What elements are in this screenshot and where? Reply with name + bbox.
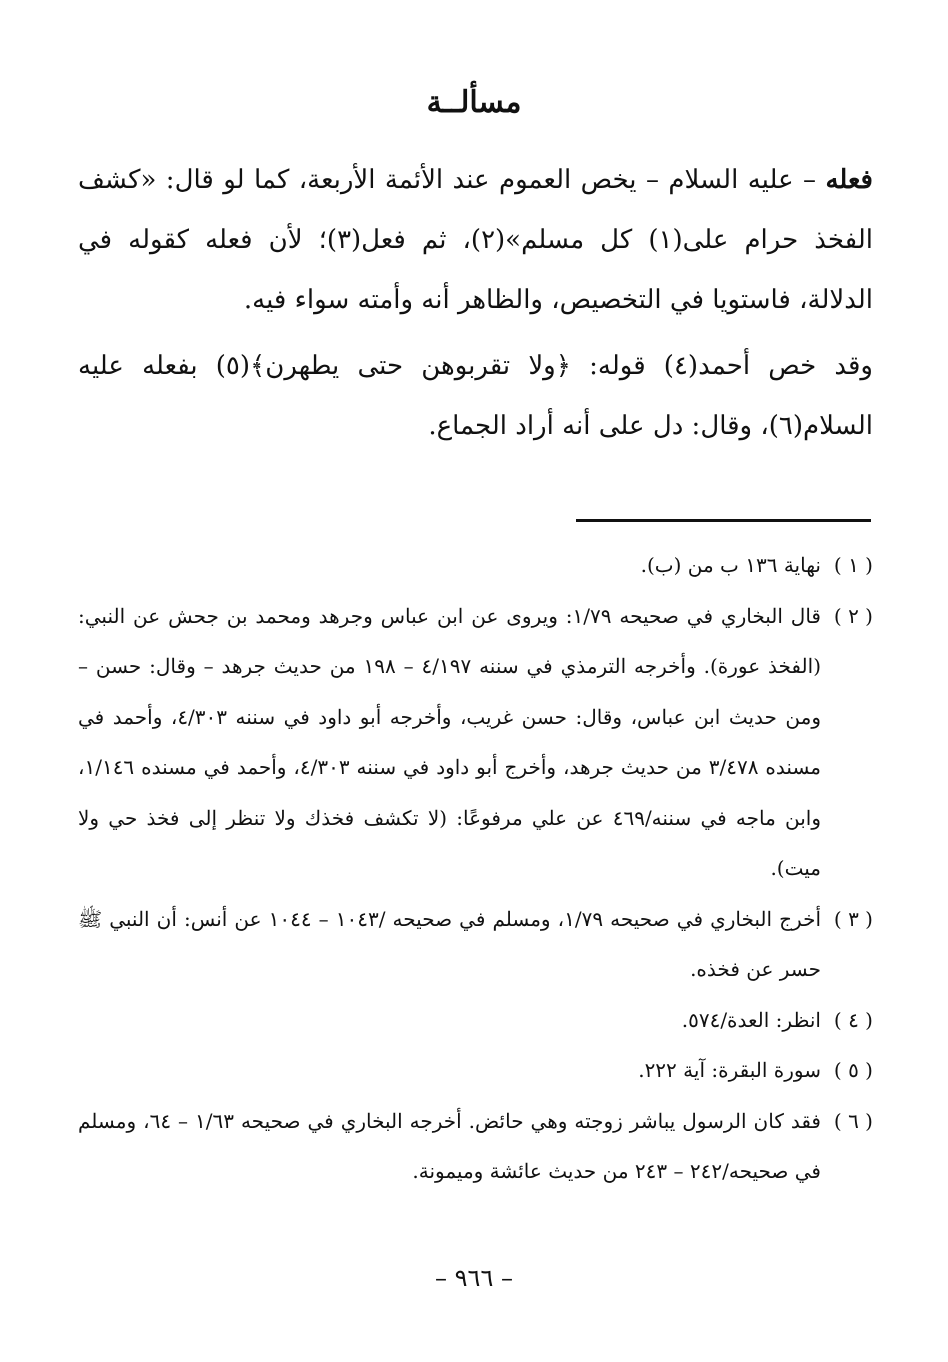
footnote-text: أخرج البخاري في صحيحه ١/٧٩، ومسلم في صحيحه /١٠٤٣ – ١٠٤٤ عن أنس: أن النبي ﷺ حسر عن فخذه.	[78, 906, 821, 981]
footnote-2	[78, 591, 873, 894]
paragraph-2	[78, 336, 873, 456]
paragraph-lead-word: فعله	[825, 165, 873, 195]
footnote-text: قال البخاري في صحيحه ١/٧٩: ويروى عن ابن عباس وجرهد ومحمد بن جحش عن النبي: (الفخذ عورة). وأخرجه الترمذي في سننه ٤/١٩٧ – ١٩٨ من حديث جرهد – وقال: حسن – ومن حديث ابن عباس، وقال: حسن غريب، وأخرجه أبو داود في سننه ٤/٣٠٣، وأحمد في مسنده ٣/٤٧٨ من حديث جرهد، وأخرج أبو داود في سننه ٤/٣٠٣، وأحمد في مسنده ١/١٤٦، وابن ماجه في سننه/٤٦٩ عن علي مرفوعًا: (لا تكشف فخذك ولا تنظر إلى فخذ حي ولا ميت).	[78, 603, 822, 880]
footnote-number: ( ٥ )	[833, 1058, 873, 1082]
footnote-4	[78, 995, 873, 1046]
footnote-text: انظر: العدة/٥٧٤.	[681, 1007, 821, 1032]
page-number: – ٩٦٦ –	[435, 1264, 513, 1292]
footnote-divider	[576, 519, 871, 522]
footnote-1	[78, 540, 873, 591]
footnote-text: سورة البقرة: آية ٢٢٢.	[638, 1058, 821, 1082]
paragraph-body: وقد خص أحمد(٤) قوله: ﴿ولا تقربوهن حتى يطهرن﴾(٥) بفعله عليه السلام(٦)، وقال: دل على أنه أراد الجماع.	[78, 351, 873, 441]
footnote-number: ( ٢ )	[833, 603, 873, 628]
footnote-number: ( ١ )	[833, 553, 873, 577]
paragraph-1	[78, 150, 873, 330]
main-text	[78, 150, 873, 456]
footnote-3	[78, 894, 873, 995]
footnote-5	[78, 1045, 873, 1096]
footnote-number: ( ٣ )	[833, 906, 873, 931]
section-title: مسألــة	[426, 85, 522, 120]
footnote-number: ( ٤ )	[833, 1007, 873, 1032]
footnote-text: فقد كان الرسول يباشر زوجته وهي حائض. أخرجه البخاري في صحيحه ١/٦٣ – ٦٤، ومسلم في صحيحه/٢٤٢ – ٢٤٣ من حديث عائشة وميمونة.	[78, 1108, 821, 1183]
footnote-6	[78, 1096, 873, 1197]
footnotes	[78, 540, 873, 1197]
paragraph-body: – عليه السلام – يخص العموم عند الأئمة الأربعة، كما لو قال: «كشف الفخذ حرام على(١) كل مسلم»(٢)، ثم فعل(٣)؛ لأن فعله كقوله في الدلالة، فاستويا في التخصيص، والظاهر أنه وأمته سواء فيه.	[78, 165, 873, 315]
footnote-text: نهاية ١٣٦ ب من (ب).	[640, 553, 821, 577]
footnote-number: ( ٦ )	[833, 1108, 873, 1133]
